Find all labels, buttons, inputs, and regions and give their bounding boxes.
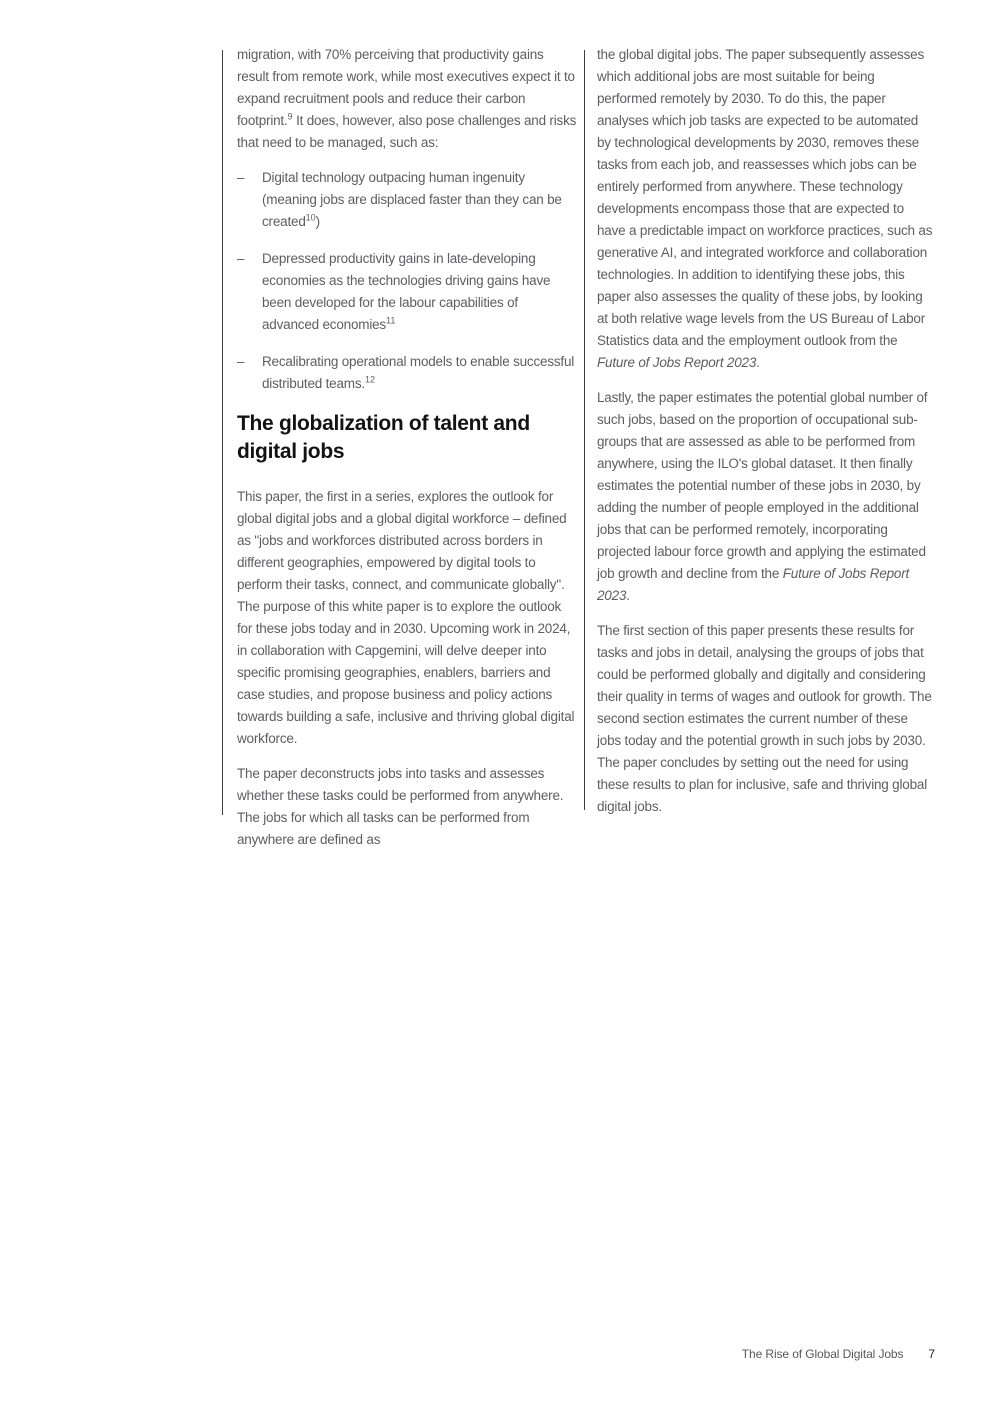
report-title-italic: Future of Jobs Report 2023 (597, 355, 757, 370)
paragraph-methodology (597, 44, 935, 374)
paragraph-text: It does, however, also pose challenges and risks that need to be managed, such as: (237, 113, 577, 150)
footnote-ref-10: 10 (305, 212, 316, 223)
footnote-ref-9: 9 (287, 111, 293, 122)
column-divider-rule (584, 50, 585, 810)
paragraph-deconstructs-jobs: The paper deconstructs jobs into tasks and assesses whether these tasks could be performed from anywhere. The jobs for which all tasks can be performed from anywhere are defined as (237, 766, 564, 847)
report-title-italic: Future of Jobs Report 2023 (597, 566, 910, 603)
footer-document-title: The Rise of Global Digital Jobs (741, 1347, 904, 1361)
page-footer (742, 1347, 935, 1361)
bullet-text-body: Depressed productivity gains in late-developing economies as the technologies driving gains have been developed for the labour capabilities of advanced economies (262, 251, 551, 332)
bullet-text (262, 248, 577, 336)
section-heading: The globalization of talent and digital jobs (237, 412, 530, 463)
bullet-text (262, 351, 577, 395)
paragraph-text: migration, with 70% perceiving that productivity gains result from remote work, while most executives expect it to expand recruitment pools and reduce their carbon footprint. (237, 47, 575, 128)
left-column (237, 44, 577, 864)
footnote-ref-12: 12 (364, 374, 375, 385)
bullet-text-body: Recalibrating operational models to enable successful distributed teams. (262, 354, 575, 391)
bullet-item-digital-technology (237, 167, 577, 233)
paragraph-text: Lastly, the paper estimates the potential global number of such jobs, based on the proportion of occupational sub-groups that are assessed as able to be performed from anywhere, using the ILO's global dataset. It then finally estimates the potential number of these jobs in 2030, by adding the number of people employed in the additional jobs that can be performed remotely, incorporating projected labour force growth and applying the estimated job growth and decline from the (597, 390, 928, 581)
paragraph-text: . (756, 355, 760, 370)
paragraph-paper-scope: This paper, the first in a series, explores the outlook for global digital jobs and a global digital workforce – defined as "jobs and workforces distributed across borders in different geographies, empowered by digital tools to perform their tasks, connect, and communicate globally". The purpose of this white paper is to explore the outlook for these jobs today and in 2030. Upcoming work in 2024, in collaboration with Capgemini, will delve deeper into specific promising geographies, enablers, barriers and case studies, and propose business and policy actions towards building a safe, inclusive and thriving global digital workforce. (237, 489, 575, 746)
paragraph-estimates (597, 387, 935, 607)
paragraph-text: the global digital jobs. The paper subsequently assesses which additional jobs are most suitable for being performed remotely by 2030. To do this, the paper analyses which job tasks are expected to be automated by technological developments by 2030, removes these tasks from each job, and reassesses which jobs can be entirely performed from anywhere. These technology developments encompass those that are expected to have a predictable impact on workforce practices, such as generative AI, and integrated workforce and collaboration technologies. In addition to identifying these jobs, this paper also assesses the quality of these jobs, by looking at both relative wage levels from the US Bureau of Labor Statistics data and the employment outlook from the (597, 47, 933, 348)
bullet-dash: – (237, 170, 245, 185)
footer-page-number: 7 (928, 1347, 935, 1361)
left-margin-rule (222, 50, 223, 815)
bullet-text (262, 167, 577, 233)
paragraph-text: . (626, 588, 630, 603)
bullet-dash: – (237, 354, 245, 369)
bullet-dash: – (237, 251, 245, 266)
bullet-item-recalibrating-models (237, 351, 577, 395)
paragraph-sections-overview: The first section of this paper presents these results for tasks and jobs in detail, analysing the groups of jobs that could be performed globally and digitally and considering their quality in terms of wages and outlook for growth. The second section estimates the current number of these jobs today and the potential growth in such jobs by 2030. The paper concludes by setting out the need for using these results to plan for inclusive, safe and thriving global digital jobs. (597, 623, 932, 814)
bullet-item-depressed-productivity (237, 248, 577, 336)
right-column (597, 44, 935, 831)
paragraph-remote-work (237, 44, 577, 154)
bullet-text-body: Digital technology outpacing human ingenuity (meaning jobs are displaced faster than they can be created (262, 170, 562, 229)
footnote-ref-11: 11 (385, 315, 396, 326)
bullet-text-tail: ) (315, 214, 320, 229)
